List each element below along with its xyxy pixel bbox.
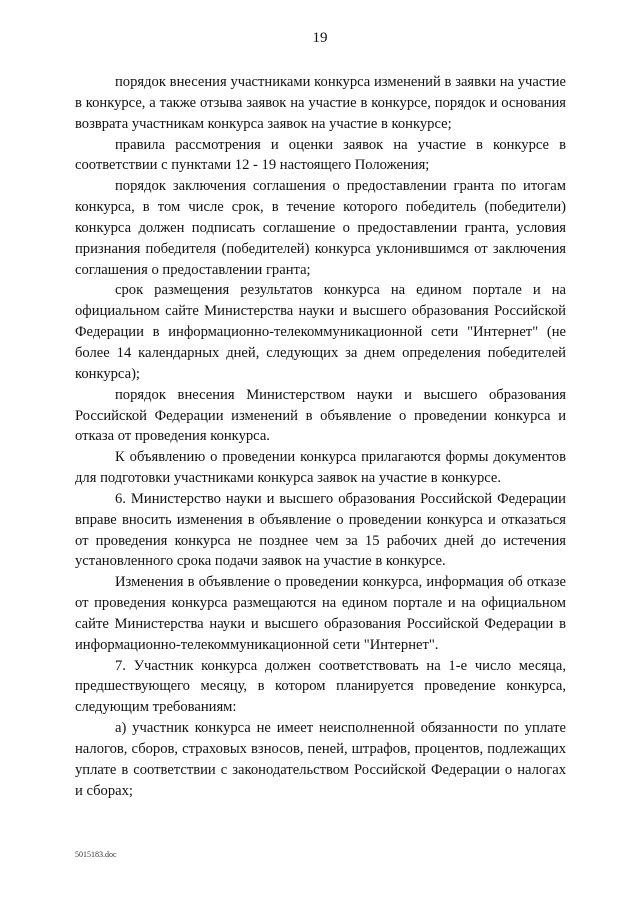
page-number: 19 xyxy=(312,30,328,46)
paragraph: порядок заключения соглашения о предоставлении гранта по итогам конкурса, в том числе срок, в течение которого победитель (победители) конкурса должен подписать соглашение о предоставлении гранта, условия признания победителя (победителей) конкурса уклонившимся от заключения соглашения о предоставлении гранта; xyxy=(75,178,566,278)
paragraph: Изменения в объявление о проведении конкурса, информация об отказе от проведения конкурса размещаются на едином портале и на официальном сайте Министерства науки и высшего образования Российской Федерации в информационно-телекоммуникационной сети "Интернет". xyxy=(75,574,566,653)
paragraph: порядок внесения Министерством науки и высшего образования Российской Федерации изменений в объявление о проведении конкурса и отказа от проведения конкурса. xyxy=(75,386,566,445)
paragraph: порядок внесения участниками конкурса изменений в заявки на участие в конкурсе, а также отзыва заявок на участие в конкурсе, порядок и основания возврата участникам конкурса заявок на участие в конкурсе; xyxy=(75,74,566,132)
document-body xyxy=(75,72,566,802)
paragraph: а) участник конкурса не имеет неисполненной обязанности по уплате налогов, сборов, страховых взносов, пеней, штрафов, процентов, подлежащих уплате в соответствии с законодательством Российской Федерации о налогах и сборах; xyxy=(75,720,566,799)
paragraph: срок размещения результатов конкурса на едином портале и на официальном сайте Министерства науки и высшего образования Российской Федерации в информационно-телекоммуникационной сети "Интернет" (не более 14 календарных дней, следующих за днем определения победителей конкурса); xyxy=(75,282,566,382)
paragraph: правила рассмотрения и оценки заявок на участие в конкурсе в соответствии с пунктами 12 - 19 настоящего Положения; xyxy=(75,136,566,174)
paragraph: 7. Участник конкурса должен соответствовать на 1-е число месяца, предшествующего месяцу, в котором планируется проведение конкурса, следующим требованиям: xyxy=(75,657,566,716)
paragraph: 6. Министерство науки и высшего образования Российской Федерации вправе вносить изменения в объявление о проведении конкурса и отказаться от проведения конкурса не позднее чем за 15 рабочих дней до истечения установленного срока подачи заявок на участие в конкурсе. xyxy=(75,490,566,570)
footer-filename: 5015183.doc xyxy=(75,850,117,859)
paragraph: К объявлению о проведении конкурса прилагаются формы документов для подготовки участниками конкурса заявок на участие в конкурсе. xyxy=(75,449,566,487)
